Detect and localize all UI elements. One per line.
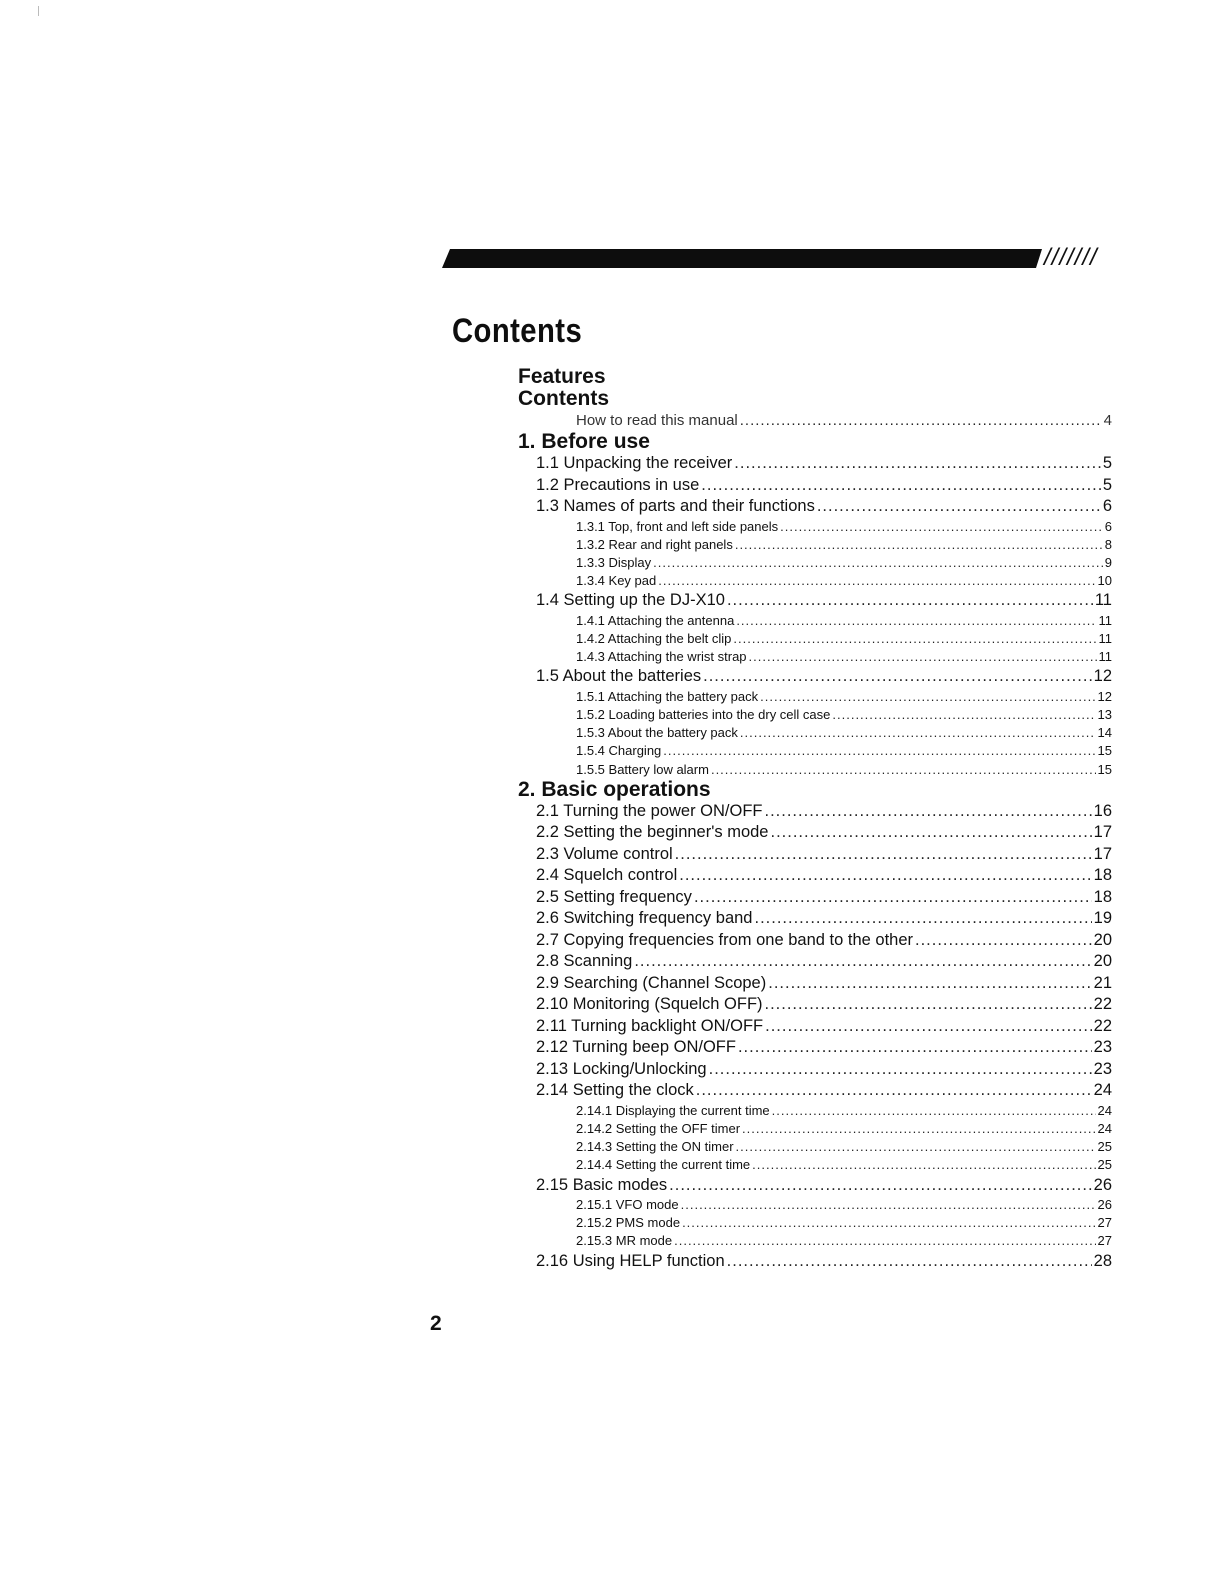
toc-entry-page: 18 — [1093, 887, 1112, 906]
toc-entry[interactable] — [518, 973, 1112, 995]
toc-leader-dots — [701, 475, 1101, 497]
toc-subentry[interactable] — [518, 1214, 1112, 1232]
toc-section-heading[interactable]: 2. Basic operations — [518, 777, 711, 801]
toc-leader-dots — [738, 1037, 1092, 1059]
toc-entry-page: 9 — [1104, 554, 1112, 570]
toc-entry-page: 22 — [1093, 1016, 1112, 1035]
toc-subentry[interactable] — [518, 648, 1112, 666]
toc-leader-dots — [681, 1196, 1096, 1214]
toc-entry-title: 2.11 Turning backlight ON/OFF — [536, 1016, 764, 1035]
toc-entry-page: 10 — [1097, 573, 1112, 589]
toc-entry[interactable] — [518, 951, 1112, 973]
toc-entry[interactable] — [518, 865, 1112, 887]
toc-entry[interactable] — [518, 908, 1112, 930]
toc-entry[interactable] — [518, 666, 1112, 688]
toc-leader-dots — [727, 1251, 1092, 1273]
toc-entry[interactable] — [518, 1175, 1112, 1197]
toc-leader-dots — [749, 648, 1097, 666]
toc-subentry[interactable] — [518, 761, 1112, 779]
toc-entry-page: 11 — [1098, 649, 1112, 665]
toc-entry-page: 11 — [1098, 612, 1112, 628]
toc-entry-title: 2.15.2 PMS mode — [576, 1215, 681, 1231]
toc-section-heading[interactable]: 1. Before use — [518, 430, 650, 453]
toc-entry-page: 5 — [1102, 475, 1112, 494]
toc-subentry[interactable] — [518, 1120, 1112, 1138]
toc-entry-title: 2.8 Scanning — [536, 952, 633, 971]
toc-entry-title: 2.14.1 Displaying the current time — [576, 1102, 770, 1118]
toc-leader-dots — [832, 706, 1095, 724]
toc-entry-title: 2.15 Basic modes — [536, 1175, 668, 1194]
toc-entry-title: 1.5.3 About the battery pack — [576, 725, 738, 741]
toc-entry-page: 17 — [1093, 823, 1112, 842]
toc-subentry[interactable] — [518, 742, 1112, 760]
toc-entry-page: 11 — [1098, 630, 1112, 646]
toc-subentry[interactable] — [518, 518, 1112, 536]
toc-heading-features: Features — [518, 365, 606, 388]
toc-leader-dots — [696, 1080, 1092, 1102]
toc-leader-dots — [915, 930, 1092, 952]
toc-leader-dots — [675, 844, 1092, 866]
toc-entry-page: 24 — [1097, 1102, 1112, 1118]
toc-entry-page: 20 — [1093, 930, 1112, 949]
toc-entry[interactable] — [518, 887, 1112, 909]
toc-entry[interactable] — [518, 930, 1112, 952]
toc-entry-page: 28 — [1093, 1251, 1112, 1270]
toc-leader-dots — [770, 822, 1091, 844]
toc-leader-dots — [740, 410, 1102, 432]
toc-entry-title: 2.14.4 Setting the current time — [576, 1157, 751, 1173]
toc-sections — [518, 431, 1112, 1272]
toc-leader-dots — [736, 612, 1096, 630]
toc-leader-dots — [694, 887, 1092, 909]
toc-entry-title: 2.10 Monitoring (Squelch OFF) — [536, 995, 763, 1014]
toc-entry[interactable] — [518, 496, 1112, 518]
toc-leader-dots — [734, 453, 1101, 475]
toc-entry-title: 1.5.2 Loading batteries into the dry cell case — [576, 707, 831, 722]
toc-entry[interactable] — [518, 822, 1112, 844]
toc-subentry[interactable] — [518, 1232, 1112, 1250]
toc-subentry[interactable] — [518, 1138, 1112, 1156]
page-title: Contents — [452, 312, 583, 350]
toc-entry-title: 2.14.2 Setting the OFF timer — [576, 1120, 741, 1136]
header-slashes: /////// — [1044, 244, 1098, 271]
toc-entry[interactable] — [518, 410, 1112, 431]
toc-leader-dots — [742, 1120, 1096, 1138]
toc-subentry[interactable] — [518, 1196, 1112, 1214]
toc-entry-page: 26 — [1097, 1197, 1112, 1212]
table-of-contents — [518, 366, 1112, 1272]
toc-entry-title: 1.3.4 Key pad — [576, 573, 657, 589]
toc-entry-page: 4 — [1103, 412, 1112, 429]
toc-entry-title: 1.1 Unpacking the receiver — [536, 454, 733, 472]
toc-heading-contents: Contents — [518, 387, 609, 410]
toc-entry-title: 1.3 Names of parts and their functions — [536, 497, 815, 515]
toc-entry-page: 16 — [1093, 801, 1112, 820]
toc-leader-dots — [653, 554, 1103, 572]
toc-entry-title: 1.3.3 Display — [576, 554, 652, 570]
toc-entry-page: 17 — [1093, 844, 1112, 863]
toc-leader-dots — [663, 742, 1095, 760]
toc-entry-title: 1.3.2 Rear and right panels — [576, 536, 733, 552]
toc-entry-page: 25 — [1097, 1139, 1112, 1155]
toc-entry[interactable] — [518, 1037, 1112, 1059]
toc-entry-page: 24 — [1097, 1120, 1112, 1136]
toc-leader-dots — [765, 994, 1092, 1016]
toc-entry-title: 1.4 Setting up the DJ-X10 — [536, 591, 725, 610]
header-bar — [436, 249, 1042, 268]
toc-entry-page: 27 — [1097, 1233, 1112, 1249]
toc-entry-page: 23 — [1093, 1038, 1112, 1057]
toc-entry-page: 19 — [1093, 909, 1112, 928]
toc-subentry[interactable] — [518, 1102, 1112, 1120]
toc-entry-page: 6 — [1102, 497, 1112, 515]
toc-entry[interactable] — [518, 994, 1112, 1016]
toc-entry-title: 1.2 Precautions in use — [536, 475, 700, 494]
toc-entry-page: 13 — [1097, 707, 1112, 722]
toc-entry[interactable] — [518, 1251, 1112, 1273]
toc-entry[interactable] — [518, 844, 1112, 866]
toc-entry-page: 15 — [1097, 761, 1112, 777]
toc-entry-page: 12 — [1097, 688, 1112, 704]
toc-entry[interactable] — [518, 801, 1112, 823]
toc-entry-title: 2.15.1 VFO mode — [576, 1197, 679, 1212]
toc-entry-page: 8 — [1104, 536, 1112, 552]
toc-leader-dots — [674, 1232, 1095, 1250]
toc-entry-title: 1.5 About the batteries — [536, 667, 702, 686]
toc-leader-dots — [735, 536, 1103, 554]
toc-leader-dots — [780, 518, 1103, 536]
toc-subentry[interactable] — [518, 612, 1112, 630]
toc-leader-dots — [752, 1156, 1095, 1174]
toc-entry-page: 5 — [1102, 454, 1112, 472]
toc-leader-dots — [669, 1175, 1091, 1197]
toc-entry-title: 2.16 Using HELP function — [536, 1251, 725, 1270]
toc-leader-dots — [711, 761, 1096, 779]
toc-entry-title: 2.14.3 Setting the ON timer — [576, 1139, 734, 1155]
toc-leader-dots — [754, 908, 1091, 930]
toc-entry-title: 2.6 Switching frequency band — [536, 909, 753, 928]
toc-entry[interactable] — [518, 1016, 1112, 1038]
toc-entry-title: How to read this manual — [576, 412, 738, 429]
toc-leader-dots — [765, 1016, 1092, 1038]
toc-leader-dots — [768, 973, 1091, 995]
toc-leader-dots — [765, 801, 1092, 823]
toc-leader-dots — [709, 1059, 1092, 1081]
toc-leader-dots — [817, 496, 1101, 518]
toc-subentry[interactable] — [518, 536, 1112, 554]
toc-entry[interactable] — [518, 453, 1112, 475]
toc-entry-title: 2.9 Searching (Channel Scope) — [536, 973, 767, 992]
toc-leader-dots — [703, 666, 1092, 688]
toc-entry[interactable] — [518, 590, 1112, 612]
toc-entry-page: 23 — [1093, 1059, 1112, 1078]
toc-entry-title: 2.7 Copying frequencies from one band to the other — [536, 930, 913, 949]
toc-subentry[interactable] — [518, 554, 1112, 572]
toc-entry-title: 1.4.3 Attaching the wrist strap — [576, 649, 747, 665]
toc-entry-title: 1.3.1 Top, front and left side panels — [576, 518, 779, 534]
toc-subentry[interactable] — [518, 572, 1112, 590]
toc-entry-title: 1.4.2 Attaching the belt clip — [576, 630, 732, 646]
toc-subentry[interactable] — [518, 706, 1112, 724]
scan-artifact — [38, 6, 39, 16]
toc-leader-dots — [679, 865, 1091, 887]
toc-leader-dots — [740, 724, 1096, 742]
toc-leader-dots — [736, 1138, 1096, 1156]
toc-entry-page: 25 — [1097, 1157, 1112, 1173]
toc-entry-page: 27 — [1097, 1215, 1112, 1231]
toc-leader-dots — [733, 630, 1096, 648]
toc-entry-title: 1.5.4 Charging — [576, 743, 662, 759]
toc-entry-title: 1.5.1 Attaching the battery pack — [576, 688, 759, 704]
toc-entry-title: 2.14 Setting the clock — [536, 1081, 694, 1100]
toc-subentry[interactable] — [518, 688, 1112, 706]
toc-subentry[interactable] — [518, 1156, 1112, 1174]
toc-entry-title: 1.5.5 Battery low alarm — [576, 761, 709, 777]
toc-leader-dots — [727, 590, 1093, 612]
toc-entry[interactable] — [518, 1080, 1112, 1102]
toc-entry-title: 2.5 Setting frequency — [536, 887, 692, 906]
toc-entry-title: 1.4.1 Attaching the antenna — [576, 612, 735, 628]
toc-entry-title: 2.15.3 MR mode — [576, 1233, 673, 1249]
toc-entry-page: 24 — [1093, 1081, 1112, 1100]
toc-entry-title: 2.2 Setting the beginner's mode — [536, 823, 769, 842]
toc-leader-dots — [658, 572, 1095, 590]
toc-entry-page: 15 — [1097, 743, 1112, 759]
toc-subentry[interactable] — [518, 630, 1112, 648]
toc-entry-title: 2.12 Turning beep ON/OFF — [536, 1038, 736, 1057]
toc-entry-page: 18 — [1093, 866, 1112, 885]
toc-leader-dots — [682, 1214, 1095, 1232]
toc-entry-page: 6 — [1104, 518, 1112, 534]
toc-entry-page: 12 — [1093, 667, 1112, 686]
toc-entry[interactable] — [518, 475, 1112, 497]
page-number: 2 — [430, 1312, 442, 1335]
toc-subentry[interactable] — [518, 724, 1112, 742]
toc-entry-page: 21 — [1093, 973, 1112, 992]
toc-entry-page: 14 — [1097, 725, 1112, 741]
toc-leader-dots — [760, 688, 1095, 706]
toc-leader-dots — [634, 951, 1091, 973]
toc-entry-title: 2.1 Turning the power ON/OFF — [536, 801, 763, 820]
toc-entry-page: 22 — [1093, 995, 1112, 1014]
toc-entry-title: 2.13 Locking/Unlocking — [536, 1059, 707, 1078]
toc-entry-page: 26 — [1093, 1175, 1112, 1194]
toc-entry-title: 2.4 Squelch control — [536, 866, 678, 885]
toc-entry[interactable] — [518, 1059, 1112, 1081]
toc-entry-page: 11 — [1094, 591, 1112, 610]
toc-entry-page: 20 — [1093, 952, 1112, 971]
toc-leader-dots — [772, 1102, 1096, 1120]
toc-entry-title: 2.3 Volume control — [536, 844, 673, 863]
